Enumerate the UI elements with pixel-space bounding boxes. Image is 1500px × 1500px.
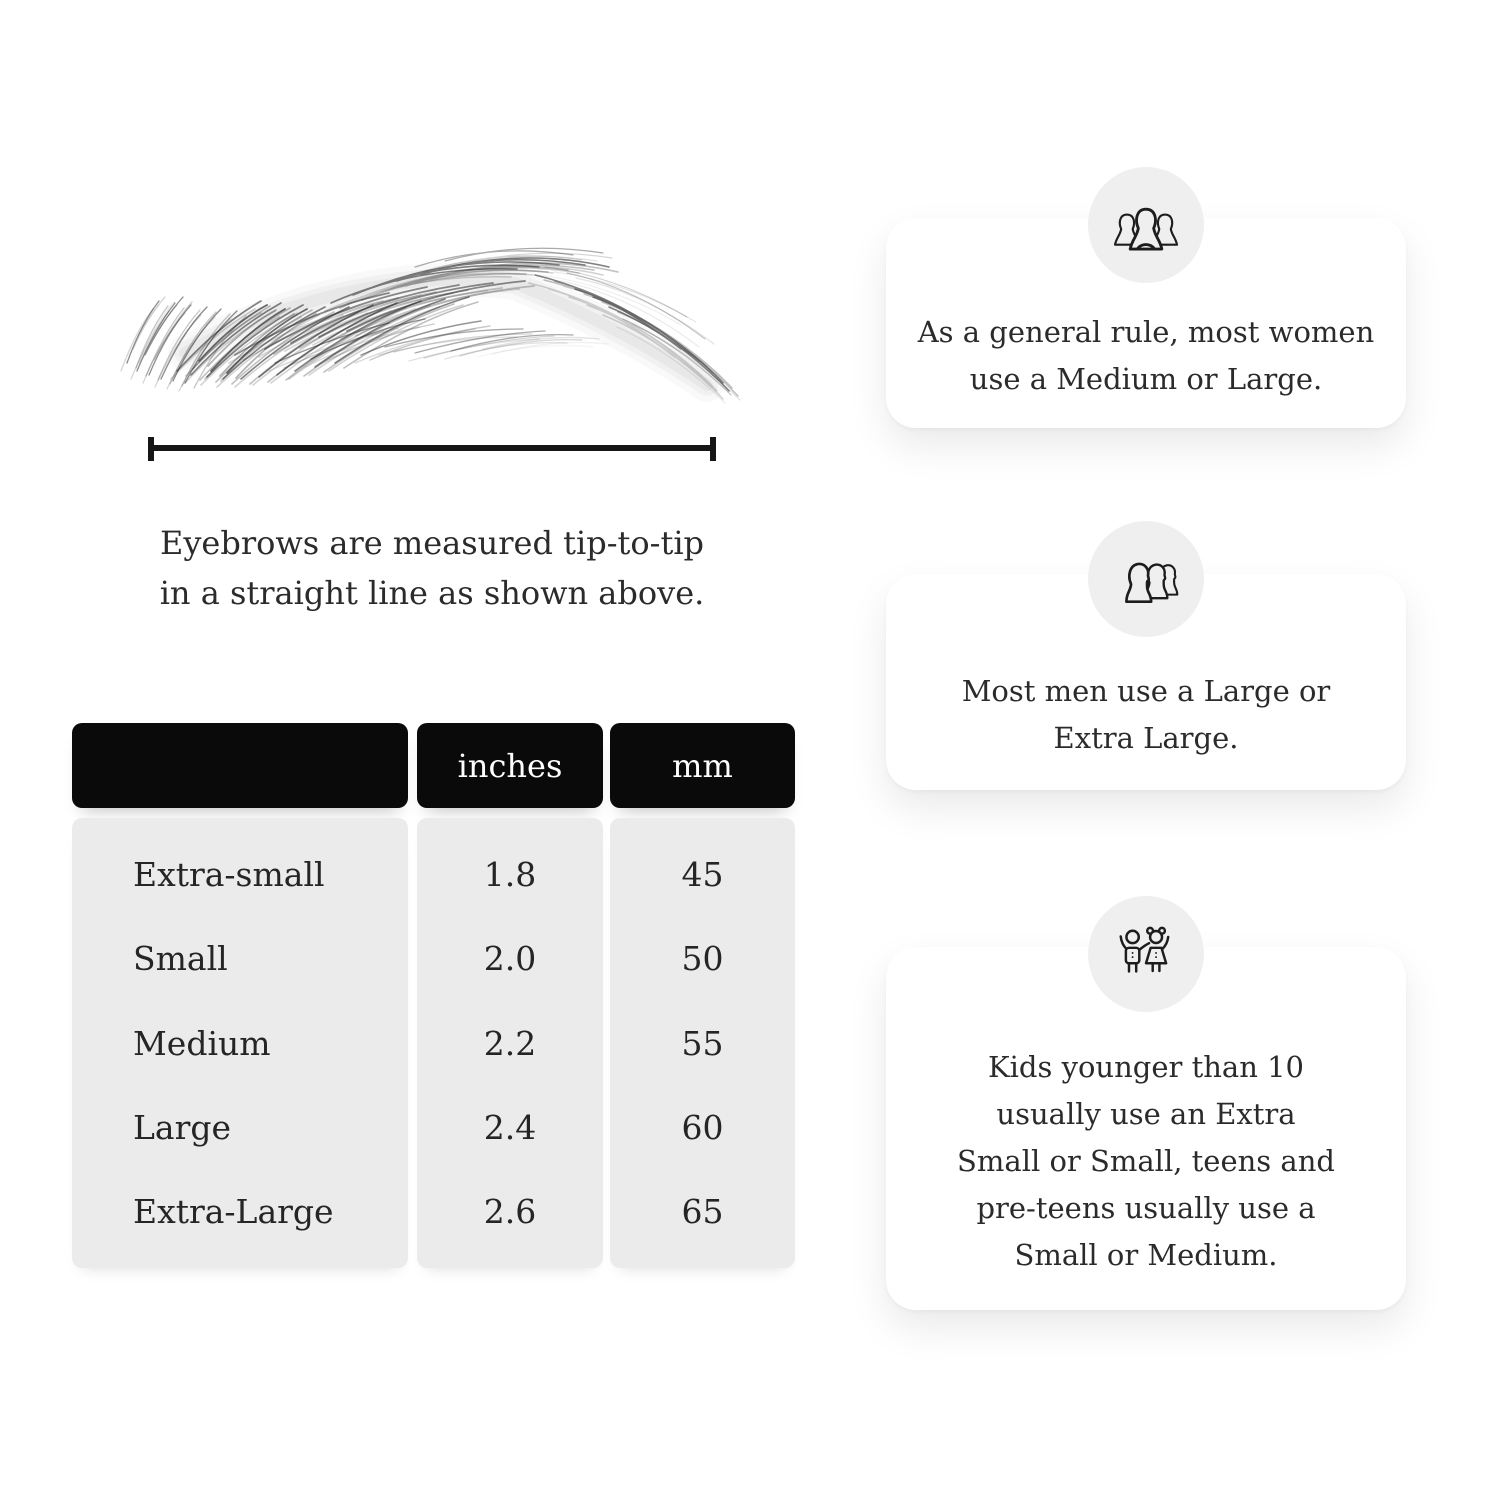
card-text-line: As a general rule, most women [917, 314, 1375, 349]
table-column-size-labels [72, 818, 408, 1268]
table-cell-inches: 2.2 [483, 1023, 537, 1063]
table-header-inches-label: inches [457, 746, 563, 785]
men-group-icon [1088, 521, 1204, 637]
measurement-line [150, 445, 714, 451]
card-text-line: Extra Large. [1053, 720, 1239, 755]
table-cell-mm: 60 [681, 1107, 724, 1147]
table-cell-mm: 45 [681, 854, 724, 894]
table-cell-size: Small [133, 939, 228, 979]
card-text-line: pre-teens usually use a [976, 1190, 1316, 1225]
measurement-line-right-tick [710, 437, 716, 461]
table-cell-size: Extra-Large [133, 1192, 334, 1232]
measurement-line-left-tick [148, 437, 154, 461]
table-column-inches [417, 818, 603, 1268]
measurement-caption [70, 518, 794, 618]
table-header-mm-label: mm [672, 746, 733, 785]
card-text-line: Small or Medium. [1014, 1237, 1278, 1272]
table-cell-size: Large [133, 1107, 232, 1147]
table-cell-mm: 50 [681, 939, 724, 979]
card-text-line: Small or Small, teens and [957, 1143, 1335, 1178]
table-cell-mm: 55 [681, 1023, 724, 1063]
table-cell-inches: 1.8 [483, 854, 537, 894]
caption-line: in a straight line as shown above. [159, 574, 705, 612]
card-text-line: Most men use a Large or [961, 673, 1331, 708]
children-icon [1088, 896, 1204, 1012]
table-header-inches [417, 723, 603, 808]
card-text-line: Kids younger than 10 [987, 1049, 1305, 1084]
table-cell-inches: 2.4 [483, 1107, 537, 1147]
women-group-icon [1088, 167, 1204, 283]
table-cell-mm: 65 [681, 1192, 724, 1232]
eyebrow-illustration [115, 245, 745, 410]
table-cell-inches: 2.6 [483, 1192, 537, 1232]
caption-line: Eyebrows are measured tip-to-tip [159, 524, 705, 562]
card-text-line: use a Medium or Large. [969, 361, 1323, 396]
table-cell-inches: 2.0 [483, 939, 537, 979]
table-header-size [72, 723, 408, 808]
table-cell-size: Medium [133, 1023, 271, 1063]
table-column-mm [610, 818, 795, 1268]
table-cell-size: Extra-small [133, 854, 325, 894]
card-text-line: usually use an Extra [996, 1096, 1296, 1131]
table-header-mm [610, 723, 795, 808]
